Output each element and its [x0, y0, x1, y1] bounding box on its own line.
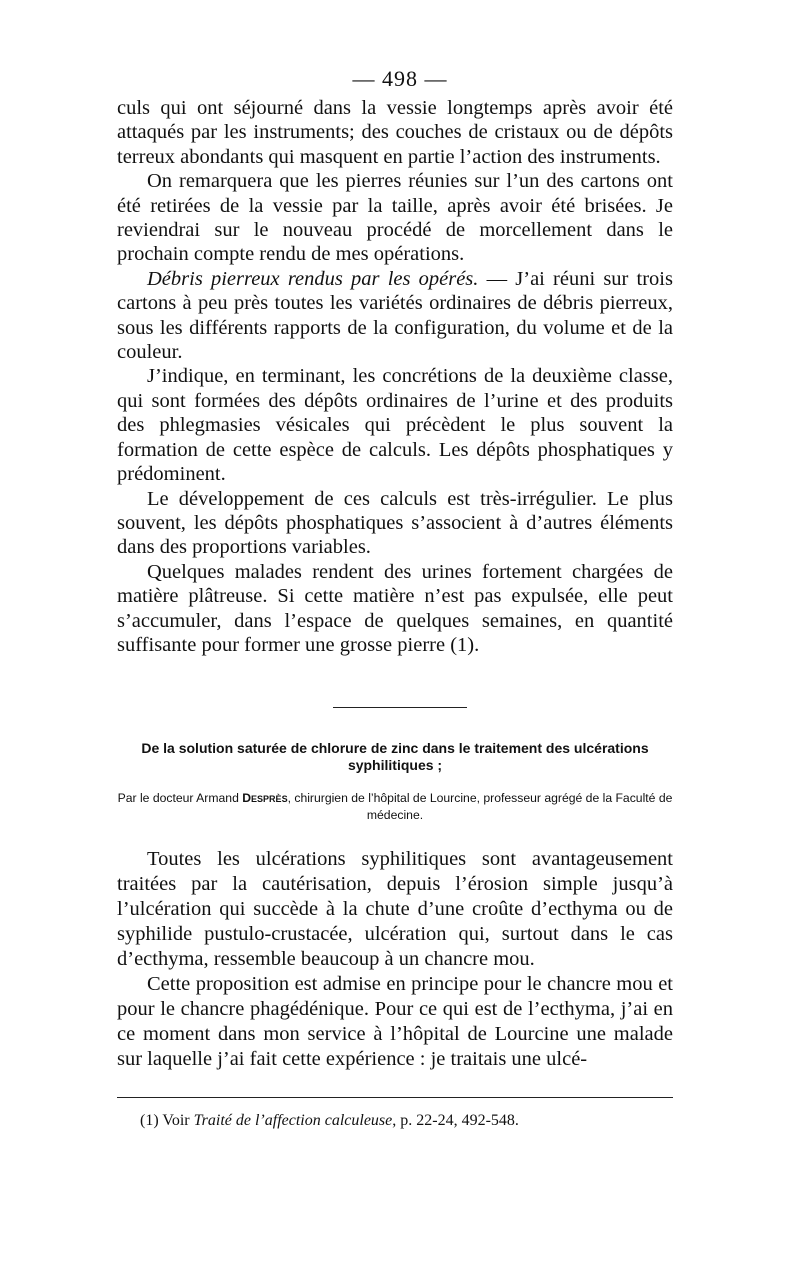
paragraph-text: — J’ai réuni sur trois cartons à peu près toutes les variétés ordinaires de débris pierreux, sous les différents rapports de la configuration, du volume et de la couleur. [117, 267, 673, 364]
footnote-marker: (1) [140, 1112, 159, 1129]
section-divider [333, 707, 467, 708]
paragraph: Cette proposition est admise en principe pour le chancre mou et pour le chancre phagédénique. Pour ce qui est de l’ecthyma, j’ai en ce moment dans mon service à l’hôpital de Lourcine une malade sur laquelle j’ai fait cette expérience : je traitais une ulcé- [117, 973, 673, 1070]
paragraph [117, 267, 673, 365]
paragraph: Quelques malades rendent des urines fortement chargées de matière plâtreuse. Si cette matière n’est pas expulsée, elle peut s’accumuler, dans l’espace de quelques semaines, en quantité suffisante pour former une grosse pierre (1). [117, 560, 673, 656]
paragraph: culs qui ont séjourné dans la vessie longtemps après avoir été attaqués par les instruments; des couches de cristaux ou de dépôts terreux abondants qui masquent en partie l’action des instruments. [117, 97, 673, 168]
footnote-title: Traité de l’affection calculeuse [193, 1112, 393, 1129]
footnote-prefix: Voir [158, 1112, 194, 1129]
paragraph: J’indique, en terminant, les concrétions de la deuxième classe, qui sont formées des dépôts ordinaires de l’urine et des produits des phlegmasies vésicales qui précèdent le plus souvent la formation de cette espèce de calculs. Les dépôts phosphatiques y prédominent. [117, 365, 673, 486]
article-byline [110, 790, 680, 824]
footnote [140, 1110, 680, 1132]
body-text [117, 96, 673, 657]
paragraph: Toutes les ulcérations syphilitiques sont avantageusement traitées par la cautérisation, depuis l’érosion simple jusqu’à l’ulcération qui succède à la chute d’une croûte d’ecthyma ou de syphilide pustulo-crustacée, ulcération qui, surtout dans le cas d’ecthyma, ressemble beaucoup à un chancre mou. [117, 848, 673, 970]
article-title: De la solution saturée de chlorure de zinc dans le traitement des ulcérations syphilitiques ; [141, 740, 649, 773]
article-body [117, 847, 673, 1072]
byline-prefix: Par le docteur Armand [117, 791, 243, 805]
byline-suffix: , chirurgien de l’hôpital de Lourcine, professeur agrégé de la Faculté de médecine. [287, 791, 673, 822]
byline-author: Desprès [242, 791, 288, 805]
page-number: — 498 — [352, 66, 448, 91]
footnote-divider [117, 1097, 673, 1098]
footnote-suffix: , p. 22-24, 492-548. [392, 1112, 519, 1129]
paragraph: On remarquera que les pierres réunies sur l’un des cartons ont été retirées de la vessie par la taille, après avoir été brisées. Je reviendrai sur le nouveau procédé de morcellement dans le prochain compte rendu de mes opérations. [117, 170, 673, 266]
paragraph: Le développement de ces calculs est très-irrégulier. Le plus souvent, les dépôts phosphatiques s’associent à d’autres éléments dans des proportions variables. [117, 487, 673, 559]
paragraph-lead: Débris pierreux rendus par les opérés. [147, 267, 479, 290]
